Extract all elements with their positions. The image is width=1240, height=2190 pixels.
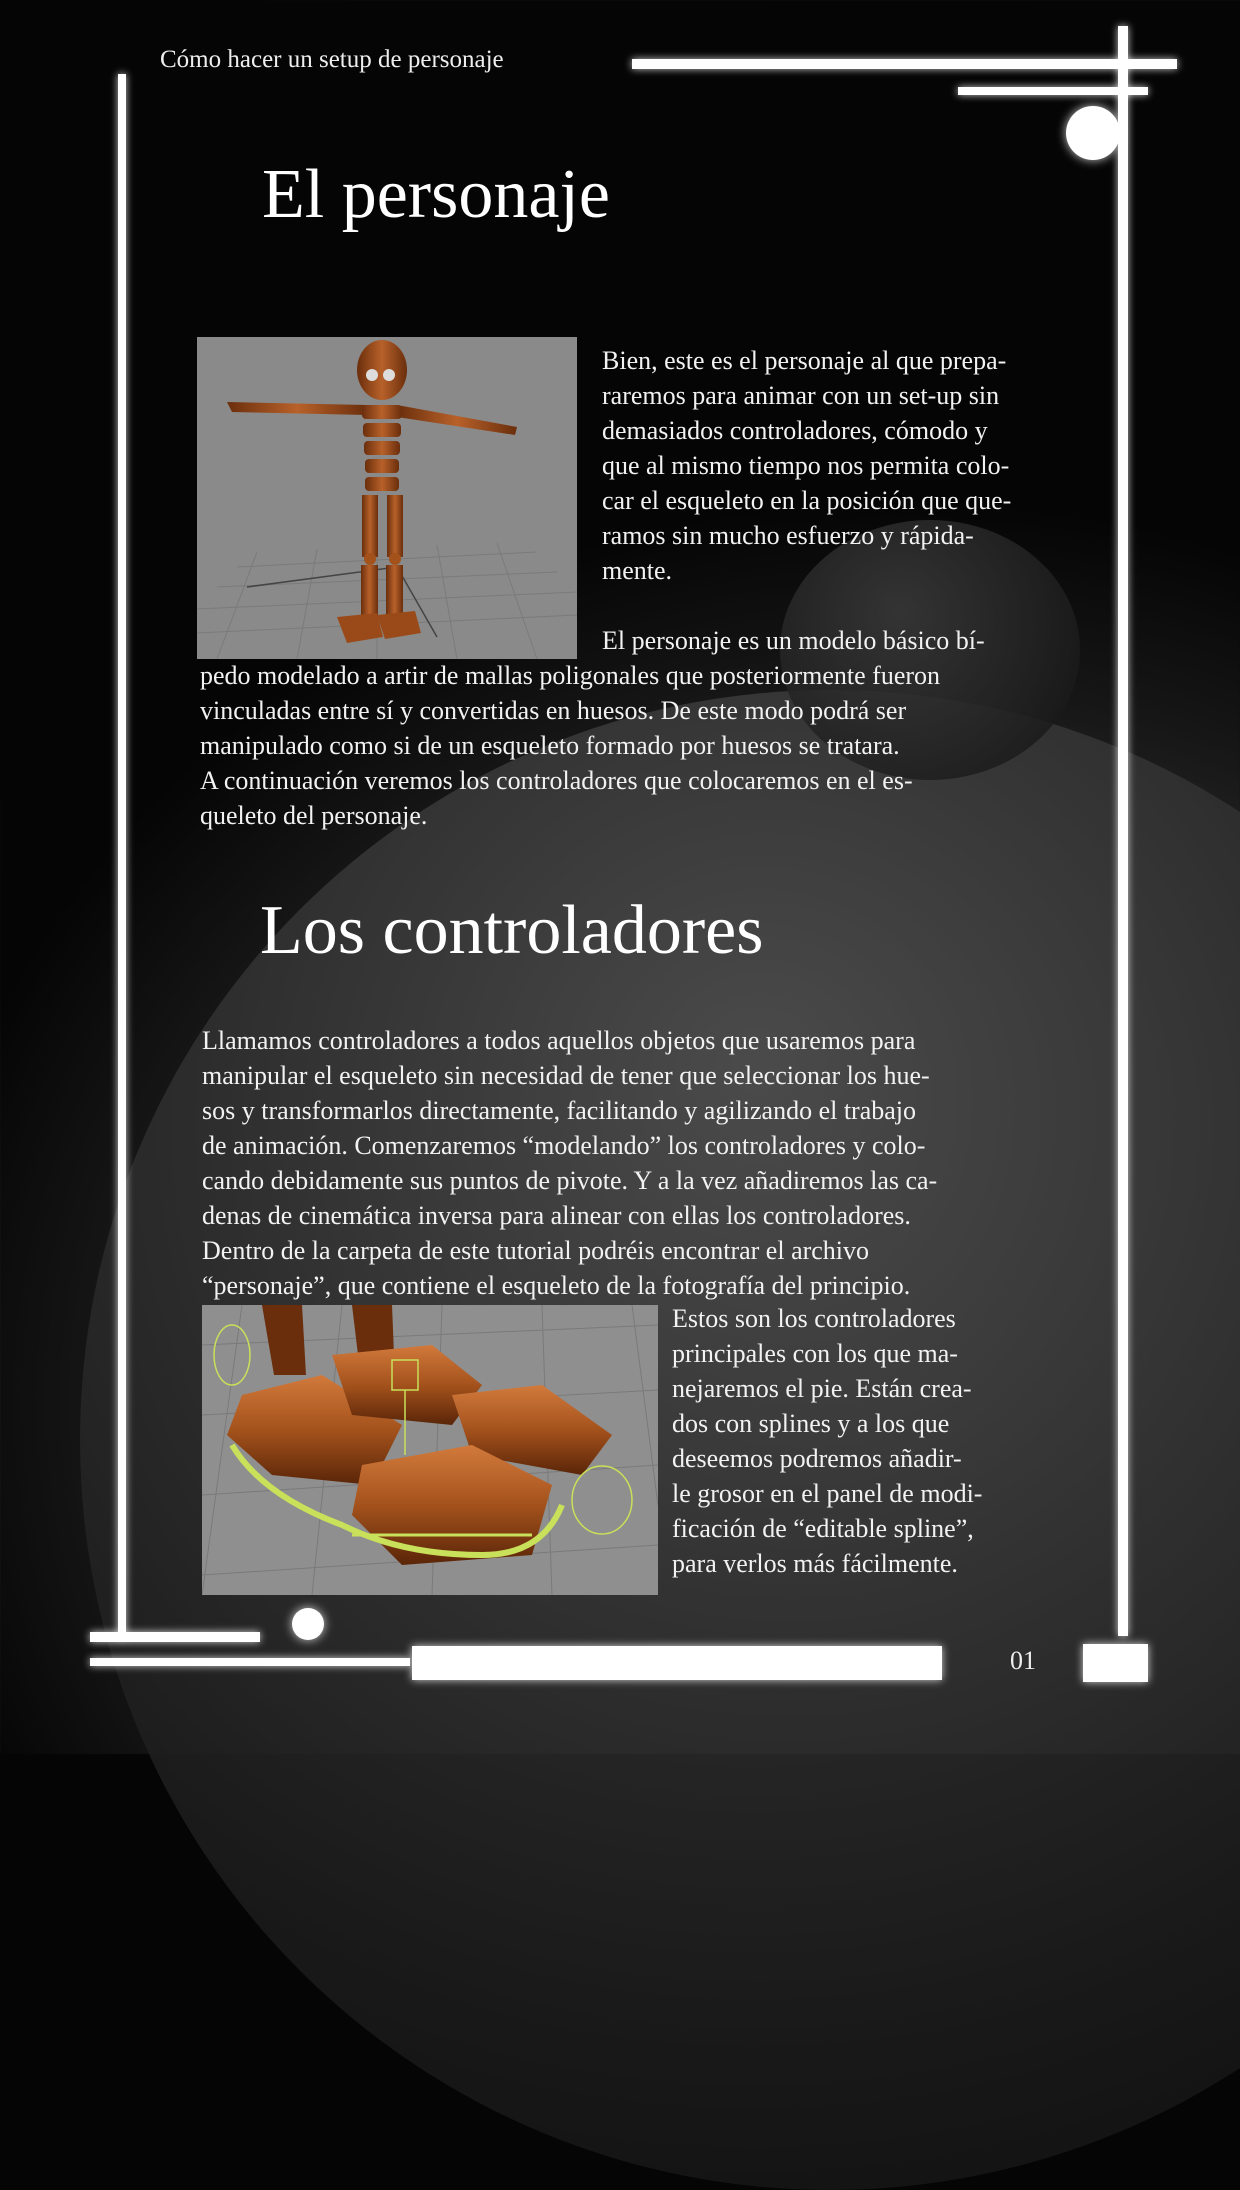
- section1-intro: Bien, este es el personaje al que prepa- raremos para animar con un set-up sin demasiados controladores, cómodo y que al mismo tiempo nos permita colo- car el esqueleto en la posición que que- ramos sin mucho esfuerzo y rápida- mente.: [602, 346, 1012, 585]
- section1-title: El personaje: [262, 156, 610, 233]
- frame-top-line: [632, 59, 1177, 69]
- frame-top-dot: [1066, 106, 1120, 160]
- section2-title: Los controladores: [260, 892, 764, 969]
- frame-bottom-bar: [412, 1646, 942, 1680]
- section2-body: Llamamos controladores a todos aquellos objetos que usaremos para manipular el esqueleto sin necesidad de tener que seleccionar los hue- sos y transformarlos directamente, facilitando y agilizando el trabajo de animación. Comenzaremos “modelando” los controladores y colo- cando debidamente sus puntos de pivote. Y a la vez añadiremos las ca- denas de cinemática inversa para alinear con ellas los controladores. Dentro de la carpeta de este tutorial podréis encontrar el archivo “personaje”, que contiene el esqueleto de la fotografía del principio.: [202, 1026, 938, 1300]
- frame-bottom-left-line: [90, 1632, 260, 1642]
- frame-right-line: [1118, 26, 1128, 1636]
- character-render-image: [197, 337, 577, 659]
- foot-controllers-caption: Estos son los controladores principales con los que ma- nejaremos el pie. Están crea- dos con splines y a los que deseemos podremos añadir- le grosor en el panel de modi- ficación de “editable spline”, para verlos más fácilmente.: [672, 1304, 983, 1578]
- frame-bottom-right-block: [1083, 1644, 1148, 1682]
- page-number: 01: [1010, 1646, 1036, 1675]
- tpose-character-render: [197, 337, 577, 659]
- section1-body: El personaje es un modelo básico bí- pedo modelado a artir de mallas poligonales que posteriormente fueron vinculadas entre sí y convertidas en huesos. De este modo podrá ser manipulado como si de un esqueleto formado por huesos se tratara. A continuación veremos los controladores que colocaremos en el es- queleto del personaje.: [200, 626, 985, 830]
- frame-bottom-dot: [292, 1608, 324, 1640]
- frame-left-line: [118, 74, 126, 1638]
- frame-bottom-left-line-2: [90, 1658, 410, 1666]
- foot-controllers-render: [202, 1305, 658, 1595]
- foot-controllers-image: [202, 1305, 658, 1595]
- running-header: Cómo hacer un setup de personaje: [160, 46, 504, 73]
- frame-top-line-short: [958, 87, 1148, 95]
